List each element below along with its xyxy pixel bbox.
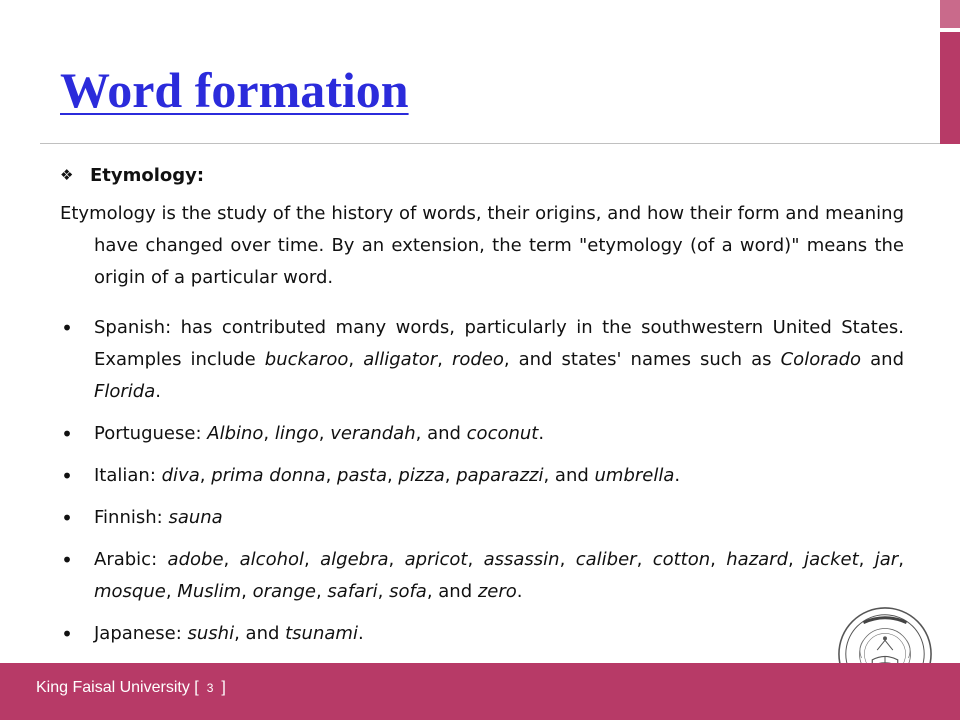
list-item-text: , <box>388 549 405 570</box>
example-word: Albino <box>207 423 264 444</box>
list-item-text: , <box>636 549 653 570</box>
list-item-text: . <box>674 465 681 486</box>
list-item-text: , <box>467 549 484 570</box>
list-item-text: , and <box>234 623 286 644</box>
intro-paragraph: Etymology is the study of the history of words, their origins, and how their form and meaning have changed over time. By an extension, the term "etymology (of a word)" means the origin of a particular word. <box>60 203 904 288</box>
example-word: alligator <box>363 349 438 370</box>
list-item-text: , <box>437 349 452 370</box>
list-item-text: , and <box>543 465 595 486</box>
footer-bracket-open: [ <box>194 679 199 696</box>
example-word: safari <box>327 581 378 602</box>
list-item-text: , <box>898 549 904 570</box>
bullet-dot-icon: • <box>61 506 73 530</box>
example-word: caliber <box>575 549 637 570</box>
list-item-text: Finnish: <box>94 507 169 528</box>
list-item-text: Spanish: has contributed many words, particularly in the southwestern United States. Examples include <box>94 317 904 370</box>
list-item-text: , <box>199 465 212 486</box>
example-word: jacket <box>804 549 859 570</box>
list-item-text: , <box>444 465 457 486</box>
list-item-text: , <box>223 549 240 570</box>
example-word: adobe <box>167 549 224 570</box>
list-item-text: , <box>165 581 178 602</box>
list-item-text: , <box>377 581 390 602</box>
example-word: jar <box>874 549 899 570</box>
example-word: alcohol <box>239 549 305 570</box>
example-word: mosque <box>94 581 166 602</box>
example-word: rodeo <box>451 349 504 370</box>
example-word: lingo <box>274 423 319 444</box>
list-item-text: Arabic: <box>94 549 168 570</box>
list-item-text: , <box>559 549 576 570</box>
list-item <box>60 312 904 408</box>
example-word: hazard <box>726 549 789 570</box>
list-item <box>60 502 904 534</box>
example-word: apricot <box>404 549 468 570</box>
example-word: coconut <box>466 423 539 444</box>
bullet-dot-icon: • <box>61 316 73 340</box>
list-item-text: , <box>386 465 399 486</box>
example-word: buckaroo <box>264 349 349 370</box>
example-word: tsunami <box>285 623 358 644</box>
section-heading-text: Etymology: <box>90 164 205 186</box>
example-word: sushi <box>187 623 235 644</box>
bullet-dot-icon: • <box>61 464 73 488</box>
list-item-text: and <box>861 349 904 370</box>
list-item <box>60 618 904 650</box>
diamond-bullet-icon: ❖ <box>60 166 74 184</box>
list-item-text: , and <box>426 581 478 602</box>
example-word: sauna <box>168 507 223 528</box>
list-item-text: Japanese: <box>94 623 188 644</box>
accent-bar-top <box>940 0 960 28</box>
list-item-text: , <box>241 581 253 602</box>
accent-bar-side <box>940 32 960 144</box>
footer <box>36 676 226 700</box>
title-divider <box>40 143 940 144</box>
list-item-text: , <box>858 549 875 570</box>
list-item-text: , <box>325 465 338 486</box>
slide-title: Word formation <box>60 62 409 118</box>
example-word: assassin <box>483 549 560 570</box>
slide-content <box>60 160 904 660</box>
list-item-text: . <box>155 381 161 402</box>
example-word: Muslim <box>177 581 242 602</box>
list-item-text: , <box>263 423 275 444</box>
example-word: diva <box>161 465 200 486</box>
language-list <box>60 312 904 650</box>
list-item-text: , <box>318 423 331 444</box>
example-word: prima donna <box>211 465 326 486</box>
list-item <box>60 544 904 608</box>
list-item-text: Portuguese: <box>94 423 208 444</box>
example-word: sofa <box>389 581 427 602</box>
example-word: zero <box>477 581 517 602</box>
section-heading <box>60 160 904 190</box>
list-item-text: , <box>315 581 328 602</box>
example-word: pizza <box>398 465 445 486</box>
list-item-text: . <box>357 623 364 644</box>
bullet-dot-icon: • <box>61 622 73 646</box>
example-word: verandah <box>330 423 416 444</box>
example-word: paparazzi <box>456 465 544 486</box>
example-word: Florida <box>94 381 156 402</box>
example-word: pasta <box>337 465 387 486</box>
example-word: cotton <box>652 549 711 570</box>
list-item-text: . <box>538 423 545 444</box>
bullet-dot-icon: • <box>61 548 73 572</box>
list-item-text: , <box>348 349 364 370</box>
list-item-text: Italian: <box>94 465 162 486</box>
list-item-text: , and <box>415 423 467 444</box>
list-item-text: , <box>788 549 805 570</box>
list-item-text: , <box>304 549 321 570</box>
footer-bracket-close: ] <box>221 679 226 696</box>
page-number: 3 <box>206 681 214 695</box>
example-word: umbrella <box>594 465 675 486</box>
list-item-text: . <box>516 581 523 602</box>
list-item-text: , <box>710 549 727 570</box>
list-item <box>60 460 904 492</box>
example-word: orange <box>252 581 316 602</box>
footer-institution: King Faisal University <box>36 679 190 696</box>
example-word: algebra <box>320 549 389 570</box>
example-word: Colorado <box>780 349 862 370</box>
bullet-dot-icon: • <box>61 422 73 446</box>
list-item <box>60 418 904 450</box>
list-item-text: , and states' names such as <box>503 349 781 370</box>
